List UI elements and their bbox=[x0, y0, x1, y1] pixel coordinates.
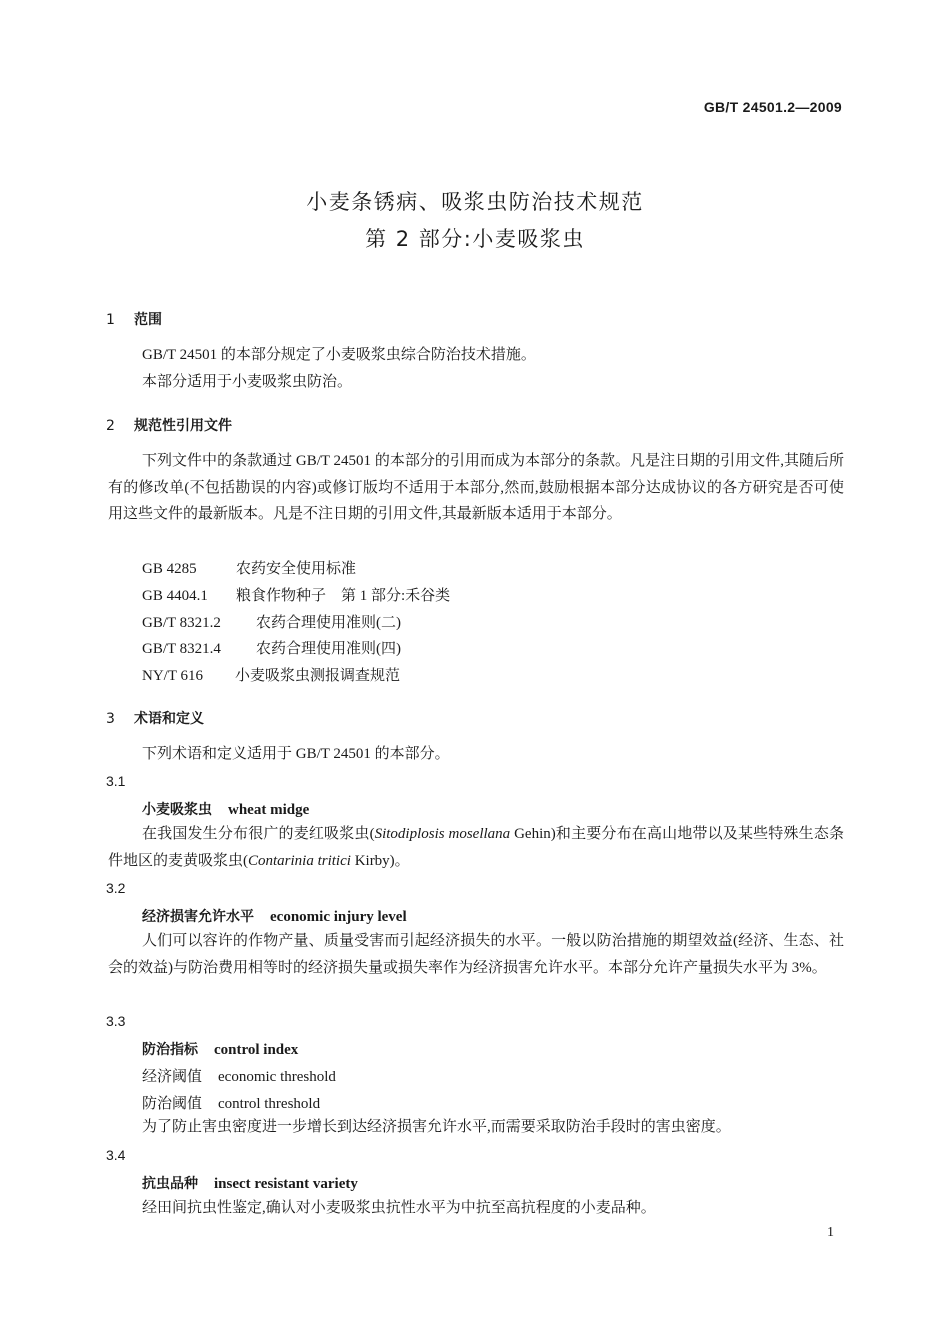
term-en: control index bbox=[214, 1042, 299, 1058]
term-definition bbox=[108, 821, 844, 874]
term-number: 3.1 bbox=[106, 773, 126, 789]
term-number: 3.3 bbox=[106, 1013, 126, 1029]
scientific-name: Sitodiplosis mosellana bbox=[374, 826, 511, 842]
reference-item bbox=[142, 557, 356, 578]
section-number: 2 bbox=[106, 418, 115, 434]
terms-intro: 下列术语和定义适用于 GB/T 24501 的本部分。 bbox=[142, 746, 450, 762]
reference-title: 农药合理使用准则(二) bbox=[256, 615, 401, 631]
section-title: 范围 bbox=[134, 312, 162, 328]
term-number: 3.2 bbox=[106, 880, 126, 896]
term-definition: 人们可以容许的作物产量、质量受害而引起经济损失的水平。一般以防治措施的期望效益(经济、生态、社会的效益)与防治费用相等时的经济损失量或损失率作为经济损害允许水平。本部分允许产量损失水平为 3%。 bbox=[108, 933, 844, 976]
definition-text: Kirby)。 bbox=[350, 852, 410, 869]
reference-title: 农药安全使用标准 bbox=[236, 561, 357, 577]
reference-item bbox=[142, 584, 450, 605]
section-title: 规范性引用文件 bbox=[134, 418, 232, 434]
term-heading bbox=[142, 906, 407, 926]
normative-references-paragraph: 下列文件中的条款通过 GB/T 24501 的本部分的引用而成为本部分的条款。凡是注日期的引用文件,其随后所有的修改单(不包括勘误的内容)或修订版均不适用于本部分,然而,鼓励根据本部分达成协议的各方研究是否可使用这些文件的最新版本。凡是不注日期的引用文件,其最新版本适用于本部分。 bbox=[108, 453, 844, 522]
reference-item bbox=[142, 637, 401, 658]
section-1-heading bbox=[106, 309, 162, 329]
reference-code: GB 4285 bbox=[142, 561, 197, 577]
reference-code: GB/T 8321.4 bbox=[142, 641, 221, 657]
synonym-zh: 经济阈值 bbox=[142, 1069, 203, 1085]
reference-title: 粮食作物种子 第 1 部分:禾谷类 bbox=[236, 588, 451, 604]
term-zh: 经济损害允许水平 bbox=[142, 909, 254, 925]
scientific-name: Contarinia tritici bbox=[248, 852, 351, 869]
reference-code: GB 4404.1 bbox=[142, 588, 208, 604]
reference-item bbox=[142, 664, 400, 685]
document-title: 小麦条锈病、吸浆虫防治技术规范 bbox=[306, 190, 644, 214]
term-en: economic injury level bbox=[270, 909, 407, 925]
term-heading bbox=[142, 799, 309, 819]
term-number: 3.4 bbox=[106, 1147, 126, 1163]
definition-text: 在我国发生分布很广的麦红吸浆虫( bbox=[142, 826, 375, 842]
term-zh: 小麦吸浆虫 bbox=[142, 802, 212, 818]
section-title: 术语和定义 bbox=[134, 711, 204, 727]
page-number: 1 bbox=[827, 1225, 834, 1240]
reference-code: GB/T 8321.2 bbox=[142, 615, 221, 631]
definition-text: Gehin)和主要分布在高山地带以及某些特殊生态条件地区的麦黄吸浆虫( bbox=[108, 826, 844, 869]
reference-title: 农药合理使用准则(四) bbox=[256, 641, 401, 657]
term-heading bbox=[142, 1173, 358, 1193]
section-number: 3 bbox=[106, 711, 115, 727]
section-number: 1 bbox=[106, 312, 115, 328]
reference-item bbox=[142, 611, 401, 632]
term-heading bbox=[142, 1039, 298, 1059]
reference-title: 小麦吸浆虫测报调查规范 bbox=[235, 668, 401, 684]
scope-paragraph-1: GB/T 24501 的本部分规定了小麦吸浆虫综合防治技术措施。 bbox=[142, 347, 536, 363]
term-en: insect resistant variety bbox=[214, 1176, 358, 1192]
section-2-heading bbox=[106, 415, 232, 435]
standard-number: GB/T 24501.2—2009 bbox=[703, 99, 842, 115]
scope-paragraph-2: 本部分适用于小麦吸浆虫防治。 bbox=[142, 374, 353, 390]
reference-code: NY/T 616 bbox=[142, 668, 203, 684]
term-synonym bbox=[142, 1092, 320, 1113]
term-definition: 为了防止害虫密度进一步增长到达经济损害允许水平,而需要采取防治手段时的害虫密度。 bbox=[142, 1119, 731, 1135]
section-3-heading bbox=[106, 708, 204, 728]
term-zh: 抗虫品种 bbox=[142, 1176, 198, 1192]
synonym-zh: 防治阈值 bbox=[142, 1096, 203, 1112]
document-subtitle: 第 2 部分:小麦吸浆虫 bbox=[365, 227, 585, 251]
term-synonym bbox=[142, 1065, 336, 1086]
term-definition: 经田间抗虫性鉴定,确认对小麦吸浆虫抗性水平为中抗至高抗程度的小麦品种。 bbox=[142, 1200, 656, 1216]
synonym-en: economic threshold bbox=[218, 1069, 336, 1085]
term-zh: 防治指标 bbox=[142, 1042, 198, 1058]
synonym-en: control threshold bbox=[218, 1096, 321, 1112]
term-en: wheat midge bbox=[228, 802, 310, 818]
